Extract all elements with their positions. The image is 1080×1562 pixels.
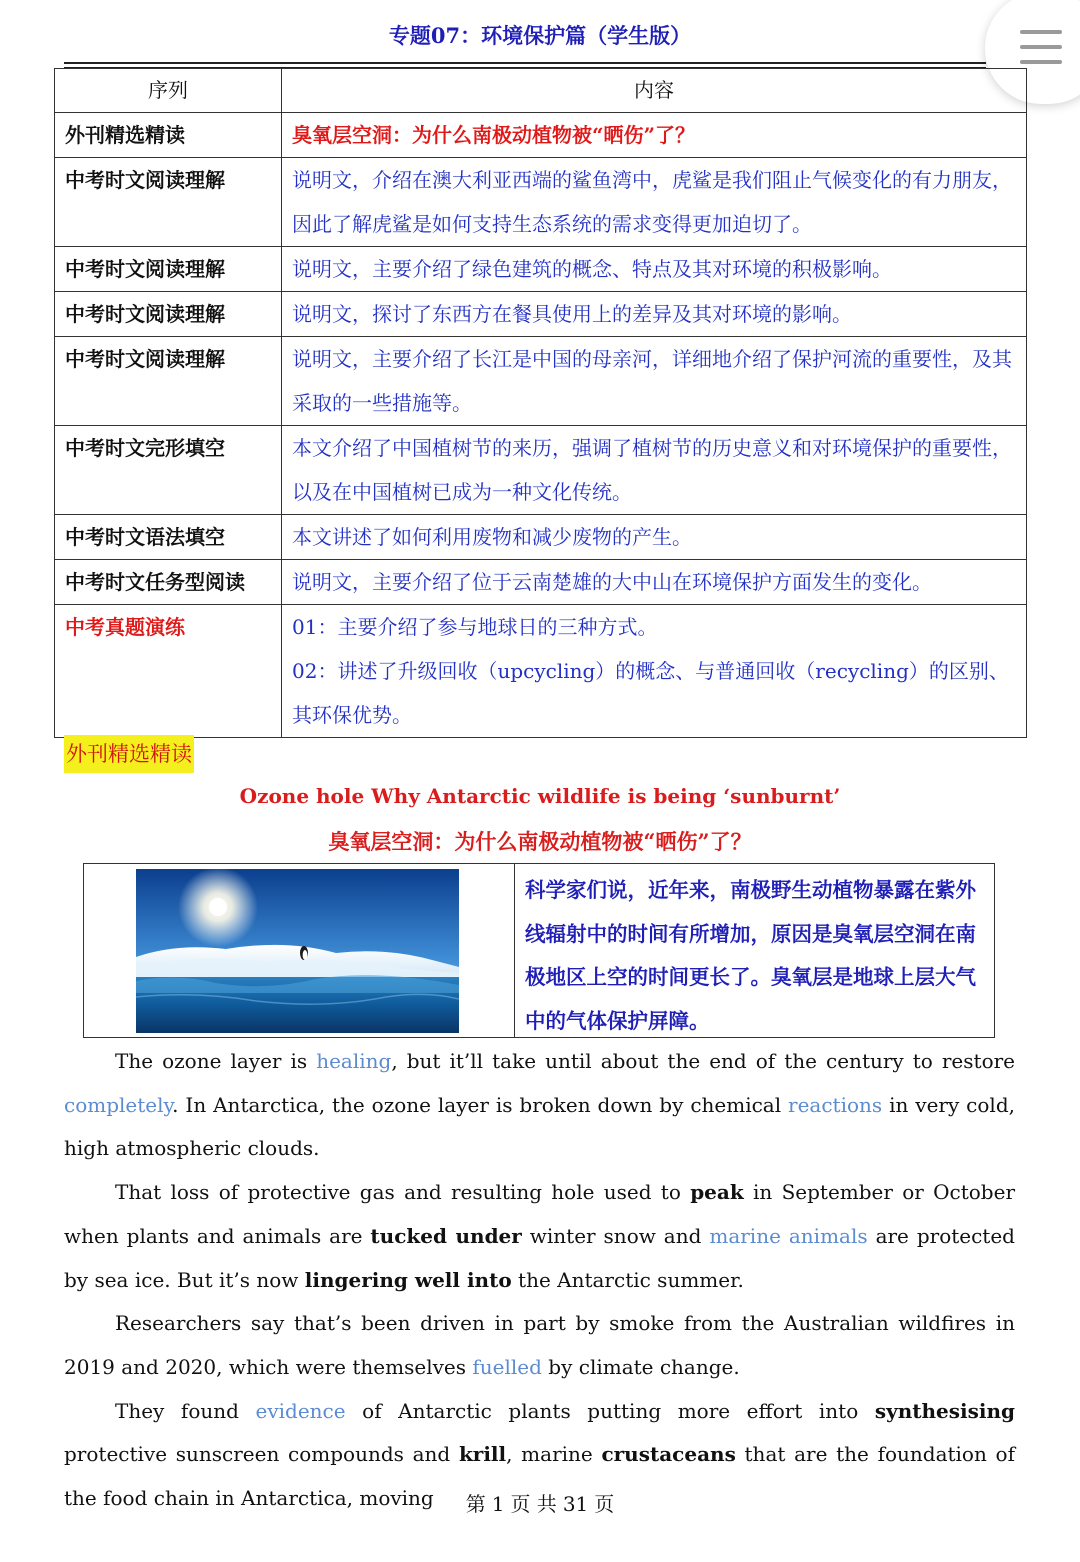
total-pages: 31: [562, 1492, 589, 1516]
row-description: [282, 605, 1027, 738]
table-header-row: [55, 69, 1027, 113]
article-title-zh: 臭氧层空洞：为什么南极动植物被“晒伤”了？: [328, 829, 752, 854]
vocab-word: marine animals: [709, 1223, 868, 1248]
key-phrase: tucked under: [370, 1223, 522, 1248]
row-description: 臭氧层空洞：为什么南极动植物被“晒伤”了？: [282, 113, 1027, 158]
row-category: 中考时文完形填空: [55, 426, 282, 515]
text-run: in September or October when plants and animals are: [64, 1180, 1015, 1248]
text-run: are protected by sea ice. But it’s now: [64, 1223, 1015, 1292]
text-run: that are the foundation of the food chain in Antarctica, moving: [64, 1442, 1015, 1511]
vocab-word: healing: [316, 1049, 392, 1073]
paragraph-2: [64, 1171, 1015, 1302]
text-run: That loss of protective gas and resulting hole used to: [115, 1180, 691, 1205]
intro-box: [83, 863, 995, 1038]
footer-suffix: 页: [594, 1492, 615, 1516]
table-row: [55, 515, 1027, 560]
paragraph-1: [64, 1040, 1015, 1171]
vocab-word: evidence: [255, 1398, 346, 1423]
row-description: 本文讲述了如何利用废物和减少废物的产生。: [282, 515, 1027, 560]
text-run: The ozone layer is: [115, 1049, 317, 1073]
contents-table: [54, 68, 1027, 738]
column-header-content: 内容: [282, 69, 1027, 113]
vocab-word: fuelled: [472, 1354, 542, 1379]
table-row: [55, 426, 1027, 515]
hamburger-menu-icon: [1020, 28, 1062, 68]
text-run: of Antarctic plants putting more effort into: [345, 1398, 875, 1423]
row-category: 中考时文阅读理解: [55, 158, 282, 247]
text-run: , marine: [506, 1442, 602, 1467]
table-row: [55, 113, 1027, 158]
text-run: They found: [115, 1398, 256, 1423]
document-title: 专题07：环境保护篇（学生版）: [388, 23, 692, 48]
row-description: 说明文，主要介绍了绿色建筑的概念、特点及其对环境的积极影响。: [282, 247, 1027, 292]
key-phrase: lingering well into: [304, 1267, 512, 1292]
table-row: [55, 247, 1027, 292]
paragraph-3: [64, 1302, 1015, 1389]
key-phrase: synthesising: [874, 1398, 1015, 1423]
text-run: winter snow and: [521, 1223, 710, 1248]
table-row: [55, 337, 1027, 426]
key-phrase: krill: [458, 1442, 507, 1467]
table-row-exam-practice: [55, 605, 1027, 738]
text-run: . In Antarctica, the ozone layer is broken down by chemical: [172, 1092, 789, 1117]
page-footer: [0, 1488, 1080, 1517]
row-description: 说明文，主要介绍了位于云南楚雄的大中山在环境保护方面发生的变化。: [282, 560, 1027, 605]
key-phrase: crustaceans: [601, 1442, 736, 1467]
exam-item-01: 01：主要介绍了参与地球日的三种方式。: [292, 615, 658, 639]
row-description: 说明文，介绍在澳大利亚西端的鲨鱼湾中，虎鲨是我们阻止气候变化的有力朋友，因此了解虎鲨是如何支持生态系统的需求变得更加迫切了。: [282, 158, 1027, 247]
row-category: 中考时文阅读理解: [55, 337, 282, 426]
row-description: 说明文，探讨了东西方在餐具使用上的差异及其对环境的影响。: [282, 292, 1027, 337]
intro-divider: [514, 864, 515, 1037]
row-category: 中考时文任务型阅读: [55, 560, 282, 605]
text-run: the Antarctic summer.: [511, 1267, 744, 1292]
text-run: Researchers say that’s been driven in part by smoke from the Australian wildfires in 2019 and 2020, which were themselves: [64, 1311, 1015, 1379]
table-row: [55, 560, 1027, 605]
antarctic-sea-ice-penguin-photo: [136, 869, 459, 1033]
article-body: [64, 1040, 1015, 1521]
text-run: in very cold, high atmospheric clouds.: [64, 1092, 1015, 1161]
footer-mid: 页 共: [510, 1492, 557, 1516]
key-phrase: peak: [690, 1180, 744, 1205]
row-description: 说明文，主要介绍了长江是中国的母亲河，详细地介绍了保护河流的重要性，及其采取的一些措施等。: [282, 337, 1027, 426]
page-number: 1: [491, 1492, 505, 1516]
footer-prefix: 第: [465, 1492, 486, 1516]
title-divider-thick: [64, 62, 986, 64]
text-run: protective sunscreen compounds and: [64, 1442, 459, 1467]
row-description: 本文介绍了中国植树节的来历，强调了植树节的历史意义和对环境保护的重要性，以及在中国植树已成为一种文化传统。: [282, 426, 1027, 515]
text-run: , but it’ll take until about the end of the century to restore: [391, 1049, 1015, 1073]
table-row: [55, 292, 1027, 337]
article-title-en: Ozone hole Why Antarctic wildlife is being ‘sunburnt’: [239, 784, 841, 808]
column-header-sequence: 序列: [55, 69, 282, 113]
intro-summary-zh: 科学家们说，近年来，南极野生动植物暴露在紫外线辐射中的时间有所增加，原因是臭氧层空洞在南极地区上空的时间更长了。臭氧层是地球上层大气中的气体保护屏障。: [525, 878, 976, 1033]
row-category: 外刊精选精读: [55, 113, 282, 158]
row-category: 中考真题演练: [55, 605, 282, 738]
vocab-word: reactions: [788, 1092, 883, 1117]
exam-item-02: 02：讲述了升级回收（upcycling）的概念、与普通回收（recycling）的区别、其环保优势。: [292, 659, 1009, 727]
table-row: [55, 158, 1027, 247]
vocab-word: completely: [64, 1092, 173, 1117]
text-run: by climate change.: [541, 1354, 740, 1379]
section-tag: 外刊精选精读: [64, 735, 194, 773]
row-category: 中考时文阅读理解: [55, 247, 282, 292]
row-category: 中考时文语法填空: [55, 515, 282, 560]
row-category: 中考时文阅读理解: [55, 292, 282, 337]
